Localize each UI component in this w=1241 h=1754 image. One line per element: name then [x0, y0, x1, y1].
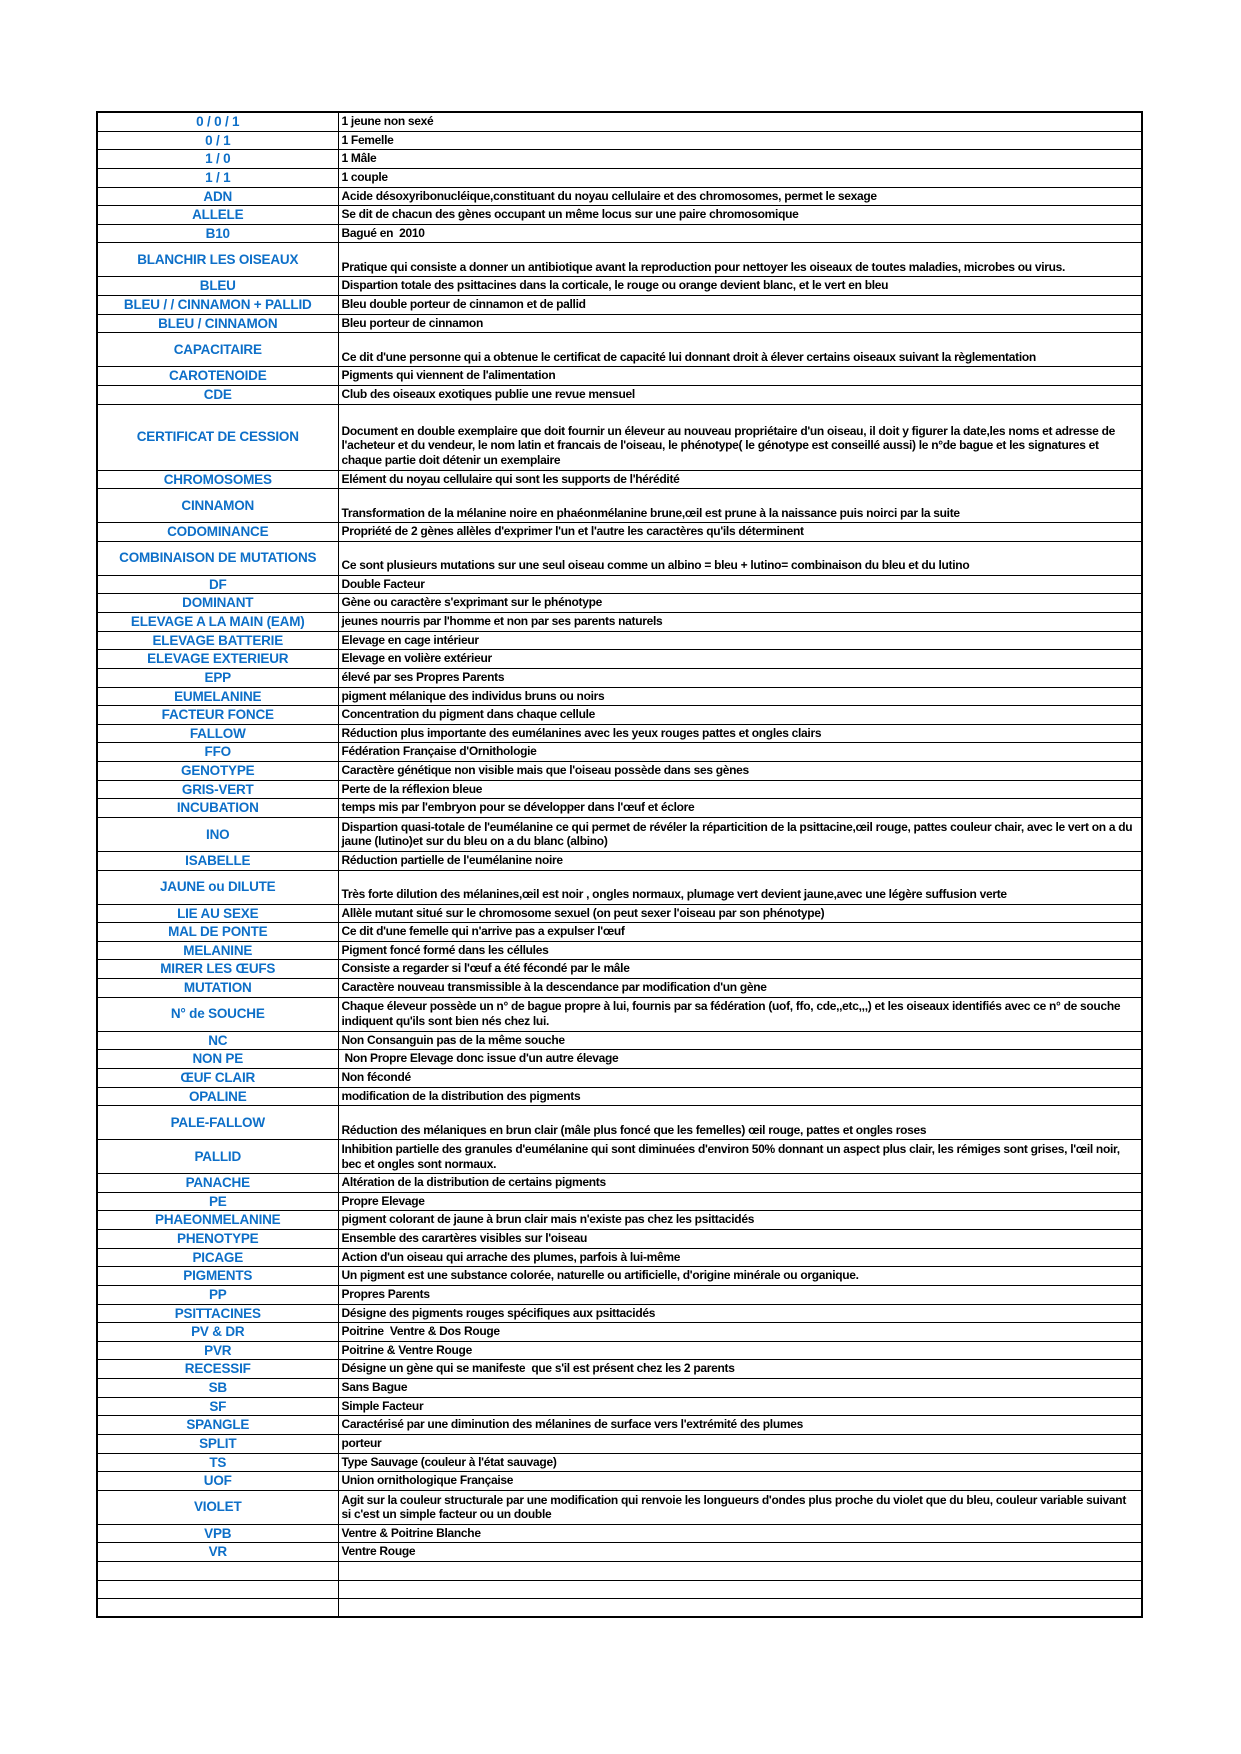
glossary-row	[97, 979, 1142, 998]
glossary-row	[97, 594, 1142, 613]
glossary-row	[97, 187, 1142, 206]
glossary-row	[97, 1106, 1142, 1140]
term-cell: BLEU / / CINNAMON + PALLID	[97, 296, 338, 315]
glossary-row	[97, 613, 1142, 632]
glossary-row	[97, 1050, 1142, 1069]
definition-cell: Gène ou caractère s'exprimant sur le phénotype	[338, 594, 1142, 613]
glossary-row	[97, 1323, 1142, 1342]
term-cell: MELANINE	[97, 941, 338, 960]
term-cell: ADN	[97, 187, 338, 206]
definition-cell: Ventre Rouge	[338, 1543, 1142, 1562]
term-cell: 0 / 1	[97, 131, 338, 150]
term-cell: PHAEONMELANINE	[97, 1211, 338, 1230]
definition-cell: élevé par ses Propres Parents	[338, 668, 1142, 687]
glossary-row	[97, 1580, 1142, 1599]
definition-cell: Allèle mutant situé sur le chromosome sexuel (on peut sexer l'oiseau par son phénotype)	[338, 904, 1142, 923]
glossary-row	[97, 1360, 1142, 1379]
definition-cell: Club des oiseaux exotiques publie une revue mensuel	[338, 385, 1142, 404]
term-cell: VPB	[97, 1524, 338, 1543]
term-cell: OPALINE	[97, 1087, 338, 1106]
term-cell	[97, 1599, 338, 1618]
definition-cell: Ce dit d'une femelle qui n'arrive pas a expulser l'œuf	[338, 923, 1142, 942]
glossary-row	[97, 470, 1142, 489]
definition-cell: Chaque éleveur possède un n° de bague propre à lui, fournis par sa fédération (uof, ffo, cde,,etc,,,) et les oiseaux identifiés avec ce n° de souche indiquent qu'ils sont bien nés chez lui.	[338, 997, 1142, 1031]
definition-cell: Elevage en cage intérieur	[338, 631, 1142, 650]
definition-cell: Document en double exemplaire que doit fournir un éleveur au nouveau propriétaire d'un oiseau, il doit y figurer la date,les noms et adresse de l'acheteur et du vendeur, le nom latin et francais de l'oiseau, le phénotype( le génotype est conseillé aussi) le n°de bague et les signatures et chaque partie doit détenir un exemplaire	[338, 404, 1142, 470]
term-cell: ELEVAGE A LA MAIN (EAM)	[97, 613, 338, 632]
term-cell: NC	[97, 1031, 338, 1050]
definition-cell: Poitrine Ventre & Dos Rouge	[338, 1323, 1142, 1342]
glossary-row	[97, 799, 1142, 818]
glossary-row	[97, 1562, 1142, 1581]
glossary-row	[97, 1068, 1142, 1087]
glossary-row	[97, 489, 1142, 523]
definition-cell: Perte de la réflexion bleue	[338, 780, 1142, 799]
term-cell: SPLIT	[97, 1434, 338, 1453]
glossary-row	[97, 150, 1142, 169]
term-cell: LIE AU SEXE	[97, 904, 338, 923]
glossary-row	[97, 1192, 1142, 1211]
definition-cell: Un pigment est une substance colorée, naturelle ou artificielle, d'origine minérale ou organique.	[338, 1267, 1142, 1286]
definition-cell: Pigments qui viennent de l'alimentation	[338, 367, 1142, 386]
glossary-row	[97, 817, 1142, 851]
term-cell: FACTEUR FONCE	[97, 706, 338, 725]
definition-cell	[338, 1599, 1142, 1618]
term-cell: PALLID	[97, 1140, 338, 1174]
definition-cell: Union ornithologique Française	[338, 1472, 1142, 1491]
definition-cell: Pigment foncé formé dans les céllules	[338, 941, 1142, 960]
term-cell: B10	[97, 224, 338, 243]
glossary-row	[97, 404, 1142, 470]
glossary-row	[97, 1543, 1142, 1562]
term-cell: RECESSIF	[97, 1360, 338, 1379]
definition-cell: Propres Parents	[338, 1285, 1142, 1304]
definition-cell: Caractère génétique non visible mais que l'oiseau possède dans ses gènes	[338, 762, 1142, 781]
glossary-row	[97, 523, 1142, 542]
glossary-row	[97, 780, 1142, 799]
glossary-row	[97, 650, 1142, 669]
glossary-row	[97, 870, 1142, 904]
glossary-row	[97, 1140, 1142, 1174]
term-cell: FFO	[97, 743, 338, 762]
glossary-row	[97, 206, 1142, 225]
term-cell	[97, 1562, 338, 1581]
definition-cell: jeunes nourris par l'homme et non par ses parents naturels	[338, 613, 1142, 632]
definition-cell: Bleu porteur de cinnamon	[338, 314, 1142, 333]
term-cell: PSITTACINES	[97, 1304, 338, 1323]
definition-cell: Bagué en 2010	[338, 224, 1142, 243]
glossary-row	[97, 1087, 1142, 1106]
term-cell: SPANGLE	[97, 1416, 338, 1435]
definition-cell: Non fécondé	[338, 1068, 1142, 1087]
definition-cell: Ensemble des carartères visibles sur l'oiseau	[338, 1230, 1142, 1249]
glossary-row	[97, 1174, 1142, 1193]
term-cell: MUTATION	[97, 979, 338, 998]
definition-cell: Non Propre Elevage donc issue d'un autre élevage	[338, 1050, 1142, 1069]
glossary-row	[97, 1434, 1142, 1453]
term-cell: GRIS-VERT	[97, 780, 338, 799]
glossary-row	[97, 1285, 1142, 1304]
glossary-row	[97, 1248, 1142, 1267]
definition-cell: Propre Elevage	[338, 1192, 1142, 1211]
term-cell: ŒUF CLAIR	[97, 1068, 338, 1087]
glossary-row	[97, 941, 1142, 960]
glossary-row	[97, 1031, 1142, 1050]
glossary-row	[97, 385, 1142, 404]
term-cell: UOF	[97, 1472, 338, 1491]
glossary-row	[97, 904, 1142, 923]
term-cell: GENOTYPE	[97, 762, 338, 781]
glossary-table-body	[97, 112, 1142, 1617]
definition-cell: Altération de la distribution de certains pigments	[338, 1174, 1142, 1193]
term-cell: ISABELLE	[97, 851, 338, 870]
term-cell: TS	[97, 1453, 338, 1472]
definition-cell: Sans Bague	[338, 1379, 1142, 1398]
term-cell: CODOMINANCE	[97, 523, 338, 542]
glossary-row	[97, 762, 1142, 781]
definition-cell: modification de la distribution des pigments	[338, 1087, 1142, 1106]
term-cell: 1 / 1	[97, 168, 338, 187]
term-cell: CAROTENOIDE	[97, 367, 338, 386]
definition-cell: pigment colorant de jaune à brun clair mais n'existe pas chez les psittacidés	[338, 1211, 1142, 1230]
definition-cell: Bleu double porteur de cinnamon et de pallid	[338, 296, 1142, 315]
glossary-row	[97, 706, 1142, 725]
definition-cell: Caractérisé par une diminution des mélanines de surface vers l'extrémité des plumes	[338, 1416, 1142, 1435]
glossary-row	[97, 997, 1142, 1031]
definition-cell: Désigne des pigments rouges spécifiques aux psittacidés	[338, 1304, 1142, 1323]
definition-cell: 1 Femelle	[338, 131, 1142, 150]
definition-cell: Réduction des mélaniques en brun clair (mâle plus foncé que les femelles) œil rouge, pattes et ongles roses	[338, 1106, 1142, 1140]
definition-cell: Caractère nouveau transmissible à la descendance par modification d'un gène	[338, 979, 1142, 998]
definition-cell: Non Consanguin pas de la même souche	[338, 1031, 1142, 1050]
definition-cell: pigment mélanique des individus bruns ou noirs	[338, 687, 1142, 706]
term-cell: PV & DR	[97, 1323, 338, 1342]
glossary-row	[97, 1453, 1142, 1472]
term-cell: 1 / 0	[97, 150, 338, 169]
glossary-row	[97, 1230, 1142, 1249]
definition-cell	[338, 1580, 1142, 1599]
term-cell: ELEVAGE BATTERIE	[97, 631, 338, 650]
term-cell: INCUBATION	[97, 799, 338, 818]
definition-cell: Acide désoxyribonucléique,constituant du noyau cellulaire et des chromosomes, permet le sexage	[338, 187, 1142, 206]
term-cell: INO	[97, 817, 338, 851]
term-cell: BLEU	[97, 277, 338, 296]
definition-cell: Agit sur la couleur structurale par une modification qui renvoie les longueurs d'ondes plus proche du violet que du bleu, couleur variable suivant si c'est un simple facteur ou un double	[338, 1490, 1142, 1524]
term-cell: DF	[97, 575, 338, 594]
glossary-row	[97, 631, 1142, 650]
term-cell: PIGMENTS	[97, 1267, 338, 1286]
glossary-row	[97, 923, 1142, 942]
glossary-row	[97, 851, 1142, 870]
glossary-row	[97, 960, 1142, 979]
glossary-row	[97, 168, 1142, 187]
term-cell: CINNAMON	[97, 489, 338, 523]
definition-cell: Propriété de 2 gènes allèles d'exprimer l'un et l'autre les caractères qu'ils déterminent	[338, 523, 1142, 542]
definition-cell: Double Facteur	[338, 575, 1142, 594]
glossary-row	[97, 224, 1142, 243]
definition-cell: Très forte dilution des mélanines,œil est noir , ongles normaux, plumage vert devient jaune,avec une légère suffusion verte	[338, 870, 1142, 904]
term-cell: PP	[97, 1285, 338, 1304]
glossary-row	[97, 333, 1142, 367]
definition-cell: Dispartion totale des psittacines dans la corticale, le rouge ou orange devient blanc, et le vert en bleu	[338, 277, 1142, 296]
glossary-row	[97, 1211, 1142, 1230]
term-cell: PALE-FALLOW	[97, 1106, 338, 1140]
definition-cell: Désigne un gène qui se manifeste que s'il est présent chez les 2 parents	[338, 1360, 1142, 1379]
definition-cell: Action d'un oiseau qui arrache des plumes, parfois à lui-même	[338, 1248, 1142, 1267]
term-cell: MIRER LES ŒUFS	[97, 960, 338, 979]
glossary-row	[97, 277, 1142, 296]
document-page	[96, 111, 1143, 1618]
term-cell: 0 / 0 / 1	[97, 112, 338, 131]
term-cell: FALLOW	[97, 724, 338, 743]
definition-cell: Inhibition partielle des granules d'eumélanine qui sont diminuées d'environ 50% donnant un aspect plus clair, les rémiges sont grises, l'œil noir, bec et ongles sont normaux.	[338, 1140, 1142, 1174]
term-cell: EPP	[97, 668, 338, 687]
glossary-row	[97, 1304, 1142, 1323]
glossary-row	[97, 131, 1142, 150]
term-cell: SB	[97, 1379, 338, 1398]
glossary-row	[97, 1416, 1142, 1435]
glossary-row	[97, 743, 1142, 762]
definition-cell: Elevage en volière extérieur	[338, 650, 1142, 669]
glossary-row	[97, 668, 1142, 687]
glossary-row	[97, 367, 1142, 386]
definition-cell: temps mis par l'embryon pour se développer dans l'œuf et éclore	[338, 799, 1142, 818]
glossary-row	[97, 1599, 1142, 1618]
glossary-row	[97, 296, 1142, 315]
definition-cell: Fédération Française d'Ornithologie	[338, 743, 1142, 762]
glossary-row	[97, 724, 1142, 743]
term-cell: PICAGE	[97, 1248, 338, 1267]
term-cell: N° de SOUCHE	[97, 997, 338, 1031]
definition-cell: Type Sauvage (couleur à l'état sauvage)	[338, 1453, 1142, 1472]
term-cell: BLEU / CINNAMON	[97, 314, 338, 333]
term-cell: JAUNE ou DILUTE	[97, 870, 338, 904]
glossary-row	[97, 1490, 1142, 1524]
definition-cell: 1 jeune non sexé	[338, 112, 1142, 131]
definition-cell: Ce dit d'une personne qui a obtenue le certificat de capacité lui donnant droit à élever certains oiseaux suivant la règlementation	[338, 333, 1142, 367]
term-cell: DOMINANT	[97, 594, 338, 613]
definition-cell: Ventre & Poitrine Blanche	[338, 1524, 1142, 1543]
glossary-row	[97, 687, 1142, 706]
definition-cell: 1 Mâle	[338, 150, 1142, 169]
term-cell: MAL DE PONTE	[97, 923, 338, 942]
definition-cell: Poitrine & Ventre Rouge	[338, 1341, 1142, 1360]
glossary-row	[97, 243, 1142, 277]
term-cell: VR	[97, 1543, 338, 1562]
definition-cell: Simple Facteur	[338, 1397, 1142, 1416]
definition-cell: Elément du noyau cellulaire qui sont les supports de l'hérédité	[338, 470, 1142, 489]
term-cell: PANACHE	[97, 1174, 338, 1193]
glossary-row	[97, 575, 1142, 594]
term-cell: PHENOTYPE	[97, 1230, 338, 1249]
glossary-row	[97, 314, 1142, 333]
definition-cell: Pratique qui consiste a donner un antibiotique avant la reproduction pour nettoyer les oiseaux de toutes maladies, microbes ou virus.	[338, 243, 1142, 277]
term-cell: ALLELE	[97, 206, 338, 225]
term-cell	[97, 1580, 338, 1599]
term-cell: CERTIFICAT DE CESSION	[97, 404, 338, 470]
term-cell: ELEVAGE EXTERIEUR	[97, 650, 338, 669]
glossary-row	[97, 1267, 1142, 1286]
term-cell: COMBINAISON DE MUTATIONS	[97, 541, 338, 575]
definition-cell: Se dit de chacun des gènes occupant un même locus sur une paire chromosomique	[338, 206, 1142, 225]
term-cell: CDE	[97, 385, 338, 404]
glossary-row	[97, 1472, 1142, 1491]
definition-cell: Dispartion quasi-totale de l'eumélanine ce qui permet de révéler la réparticition de la psittacine,œil rouge, pattes couleur chair, avec le vert on a du jaune (lutino)et sur du bleu on a du blanc (albino)	[338, 817, 1142, 851]
glossary-row	[97, 1379, 1142, 1398]
glossary-table	[96, 111, 1143, 1618]
glossary-row	[97, 541, 1142, 575]
definition-cell: Réduction plus importante des eumélanines avec les yeux rouges pattes et ongles clairs	[338, 724, 1142, 743]
term-cell: BLANCHIR LES OISEAUX	[97, 243, 338, 277]
term-cell: EUMELANINE	[97, 687, 338, 706]
term-cell: PVR	[97, 1341, 338, 1360]
definition-cell: 1 couple	[338, 168, 1142, 187]
definition-cell: porteur	[338, 1434, 1142, 1453]
term-cell: PE	[97, 1192, 338, 1211]
definition-cell: Réduction partielle de l'eumélanine noire	[338, 851, 1142, 870]
glossary-row	[97, 1524, 1142, 1543]
term-cell: CAPACITAIRE	[97, 333, 338, 367]
glossary-row	[97, 1341, 1142, 1360]
glossary-row	[97, 1397, 1142, 1416]
term-cell: VIOLET	[97, 1490, 338, 1524]
term-cell: NON PE	[97, 1050, 338, 1069]
glossary-row	[97, 112, 1142, 131]
definition-cell: Transformation de la mélanine noire en phaéonmélanine brune,œil est prune à la naissance puis noirci par la suite	[338, 489, 1142, 523]
definition-cell: Ce sont plusieurs mutations sur une seul oiseau comme un albino = bleu + lutino= combinaison du bleu et du lutino	[338, 541, 1142, 575]
definition-cell: Concentration du pigment dans chaque cellule	[338, 706, 1142, 725]
definition-cell	[338, 1562, 1142, 1581]
term-cell: SF	[97, 1397, 338, 1416]
definition-cell: Consiste a regarder si l'œuf a été fécondé par le mâle	[338, 960, 1142, 979]
term-cell: CHROMOSOMES	[97, 470, 338, 489]
